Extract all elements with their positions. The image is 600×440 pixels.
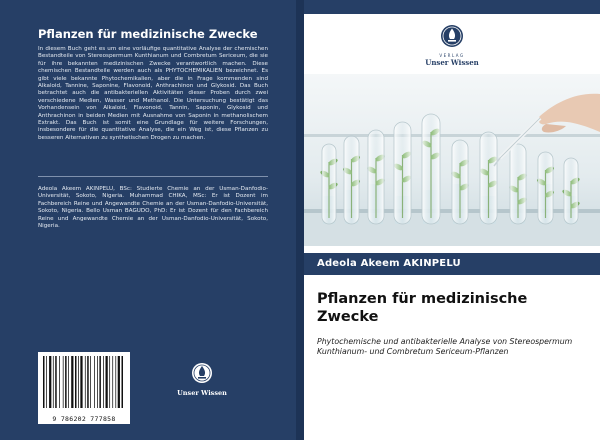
book-subtitle: Phytochemische und antibakterielle Analyse von Stereospermum Kunthianum- und Combretum Sericeum-Pflanzen bbox=[317, 337, 573, 356]
back-cover-title: Pflanzen für medizinische Zwecke bbox=[38, 27, 258, 41]
publisher-emblem-icon bbox=[191, 362, 213, 384]
front-publisher-logo bbox=[417, 24, 487, 67]
author-bio: Adeola Akeem AKINPELU, BSc: Studierte Chemie an der Usman-Danfodio-Universität, Sokoto, Nigeria. Muhammad CHIKA, MSc: Er ist Dozent im Fachbereich Reine und Angewandte Chemie an der Usman-Danfodio-Universität, Sokoto, Nigeria. Bello Usman BAGUDO, PhD: Er ist Dozent für den Fachbereich Reine und Angewandte Chemie an der Usman-Danfodio-Universität, Sokoto, Nigeria. bbox=[38, 186, 268, 230]
divider bbox=[38, 176, 268, 177]
front-top-bar bbox=[304, 0, 600, 14]
cover-photo bbox=[304, 74, 600, 246]
back-cover bbox=[0, 0, 296, 440]
back-publisher-name: Unser Wissen bbox=[177, 389, 227, 397]
author-name: Adeola Akeem AKINPELU bbox=[317, 258, 461, 269]
spine bbox=[296, 0, 304, 440]
back-cover-description: In diesem Buch geht es um eine vorläufige quantitative Analyse der chemischen Bestandteile von Stereospermum Kunthianum und Combretum Sericeum, die sie für ihre bekannten medizinischen Zwecke verantwortlich machen. Diese chemischen Bestandteile werden auch als PHYTOCHEMIKALIEN bezeichnet. Es gibt viele bekannte Phytochemikalien, aber die in Frage kommenden sind Alkaloid, Tannine, Saponine, Flavonoid, Anthrachinon und Glykosid. Das Buch betrachtet auch die antibakteriellen Aktivitäten dieser Proben durch zwei verschiedene Medien, Wasser und Methanol. Die Untersuchung bestätigt das Vorhandensein von Alkaloid, Flavonoid, Tannin, Saponin, Glykosid und Anthrachinon in beiden Medien mit Ausnahme von Saponin in methanolischem Extrakt. Das Buch ist somit eine Grundlage für weitere Forschungen, insbesondere für die quantitative Analyse, die ein Weg ist, diese Pflanzen zu besseren Alternativen zu synthetischen Drogen zu machen. bbox=[38, 46, 268, 141]
barcode-icon bbox=[42, 356, 126, 408]
test-tube-plants-illustration bbox=[304, 74, 600, 246]
publisher-emblem-icon bbox=[440, 24, 464, 48]
barcode bbox=[38, 352, 130, 424]
front-publisher-name: Unser Wissen bbox=[425, 58, 479, 67]
author-band bbox=[304, 253, 600, 275]
back-publisher-logo bbox=[172, 362, 232, 397]
book-title: Pflanzen für medizinische Zwecke bbox=[317, 291, 528, 325]
publisher-tag: VERLAG bbox=[439, 53, 465, 58]
barcode-number: 9 786202 777858 bbox=[52, 415, 116, 423]
front-cover bbox=[304, 0, 600, 440]
